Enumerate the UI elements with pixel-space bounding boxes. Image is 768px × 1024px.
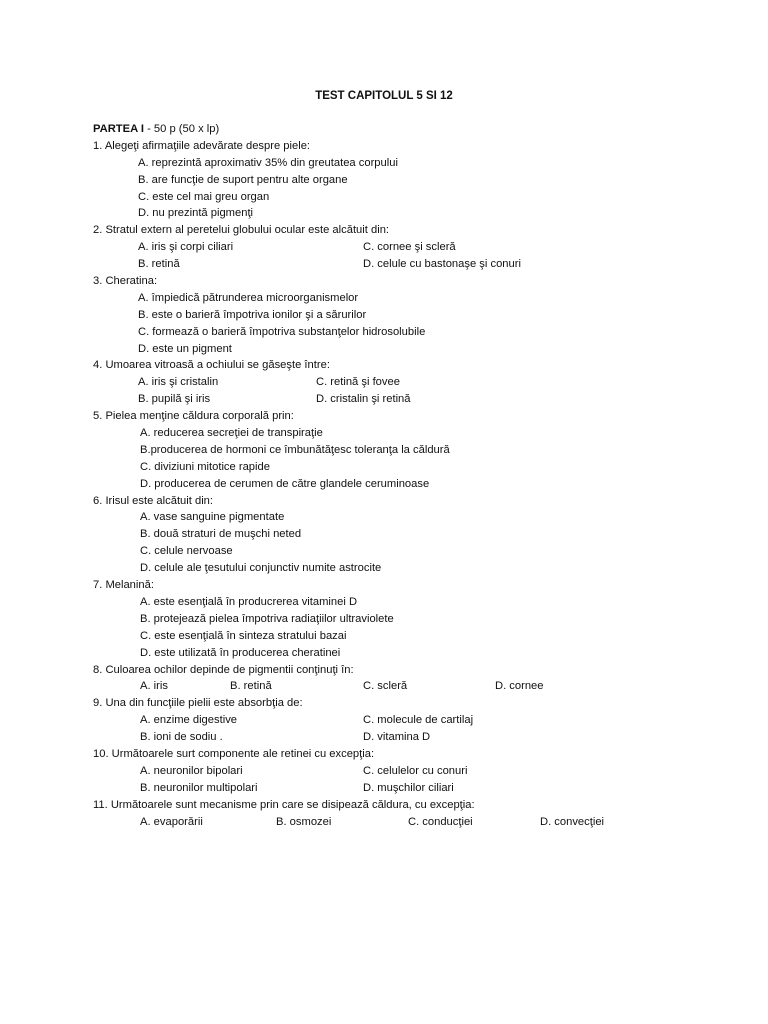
q2-option-d: D. celule cu bastonaşe şi conuri: [363, 258, 521, 271]
q5-option-a: A. reducerea secreţiei de transpiraţie: [140, 427, 323, 440]
q6-option-b: B. două straturi de muşchi neted: [140, 528, 302, 541]
q5-option-c: C. diviziuni mitotice rapide: [140, 460, 270, 473]
question-2: 2. Stratul extern al peretelui globului ocular este alcătuit din:: [93, 224, 390, 237]
q6-option-d: D. celule ale ţesutului conjunctiv numite astrocite: [140, 562, 382, 575]
q4-option-a: A. iris şi cristalin: [138, 376, 219, 389]
q7-option-a: A. este esenţială în producrerea vitaminei D: [140, 595, 358, 608]
q7-option-c: C. este esenţială în sinteza stratului bazai: [140, 629, 347, 642]
question-1: 1. Alegeţi afirmaţiile adevărate despre piele:: [93, 139, 311, 152]
q11-option-a: A. evaporării: [140, 815, 203, 828]
q1-option-d: D. nu prezintă pigmenţi: [138, 207, 254, 220]
q9-option-a: A. enzime digestive: [140, 714, 238, 727]
q11-option-c: C. conducţiei: [408, 815, 473, 828]
q4-option-c: C. retină şi fovee: [316, 376, 400, 389]
q9-option-c: C. molecule de cartilaj: [363, 714, 474, 727]
q4-option-b: B. pupilă şi iris: [138, 393, 211, 406]
q9-option-b: B. ioni de sodiu .: [140, 731, 223, 744]
q11-option-d: D. convecţiei: [540, 815, 605, 828]
section-points: - 50 p (50 x lp): [143, 123, 220, 135]
q11-option-b: B. osmozei: [276, 815, 332, 828]
question-11: 11. Următoarele sunt mecanisme prin care se disipează căldura, cu excepţia:: [93, 798, 475, 811]
q2-option-a: A. iris şi corpi ciliari: [138, 241, 234, 254]
q5-option-d: D. producerea de cerumen de către glandele ceruminoase: [140, 477, 430, 490]
test-content: [93, 121, 733, 830]
q10-option-a: A. neuronilor bipolari: [140, 764, 243, 777]
q10-option-d: D. muşchilor ciliari: [363, 781, 454, 794]
q4-option-d: D. cristalin şi retină: [316, 393, 411, 406]
q8-option-d: D. cornee: [495, 680, 544, 693]
question-5: 5. Pielea menţine căldura corporală prin:: [93, 410, 294, 423]
q8-option-a: A. iris: [140, 680, 168, 693]
q6-option-a: A. vase sanguine pigmentate: [140, 511, 285, 524]
question-6: 6. Irisul este alcătuit din:: [93, 494, 214, 507]
q6-option-c: C. celule nervoase: [140, 545, 233, 558]
q3-option-a: A. împiedică pătrunderea microorganismelor: [138, 291, 359, 304]
question-8: 8. Culoarea ochilor depinde de pigmentii conţinuţi în:: [93, 663, 354, 676]
q9-option-d: D. vitamina D: [363, 731, 431, 744]
q3-option-b: B. este o barieră împotriva ionilor şi a sărurilor: [138, 308, 367, 321]
q2-option-b: B. retină: [138, 258, 180, 271]
question-10: 10. Următoarele surt componente ale retinei cu excepţia:: [93, 747, 375, 760]
q7-option-b: B. protejează pielea împotriva radiaţiilor ultraviolete: [140, 612, 394, 625]
q1-option-b: B. are funcţie de suport pentru alte organe: [138, 173, 348, 186]
q1-option-c: C. este cel mai greu organ: [138, 190, 270, 203]
q8-option-b: B. retină: [230, 680, 272, 693]
question-4: 4. Umoarea vitroasă a ochiului se găseşte între:: [93, 359, 330, 372]
section-label: PARTEA I: [93, 123, 144, 135]
q1-option-a: A. reprezintă aproximativ 35% din greutatea corpului: [138, 156, 398, 169]
question-3: 3. Cheratina:: [93, 275, 158, 288]
question-9: 9. Una din funcţiile pielii este absorbţia de:: [93, 697, 303, 710]
q2-option-c: C. cornee şi scleră: [363, 241, 456, 254]
q3-option-c: C. formează o barieră împotriva substanţelor hidrosolubile: [138, 325, 426, 338]
q10-option-b: B. neuronilor multipolari: [140, 781, 258, 794]
section-header: [93, 121, 733, 138]
page-title: TEST CAPITOLUL 5 SI 12: [315, 90, 453, 102]
question-7: 7. Melanină:: [93, 579, 154, 592]
q10-option-c: C. celulelor cu conuri: [363, 764, 468, 777]
q8-option-c: C. scleră: [363, 680, 408, 693]
q3-option-d: D. este un pigment: [138, 342, 232, 355]
q5-option-b: B.producerea de hormoni ce îmbunătăţesc toleranţa la căldură: [140, 443, 450, 456]
q7-option-d: D. este utilizată în producerea cheratinei: [140, 646, 341, 659]
